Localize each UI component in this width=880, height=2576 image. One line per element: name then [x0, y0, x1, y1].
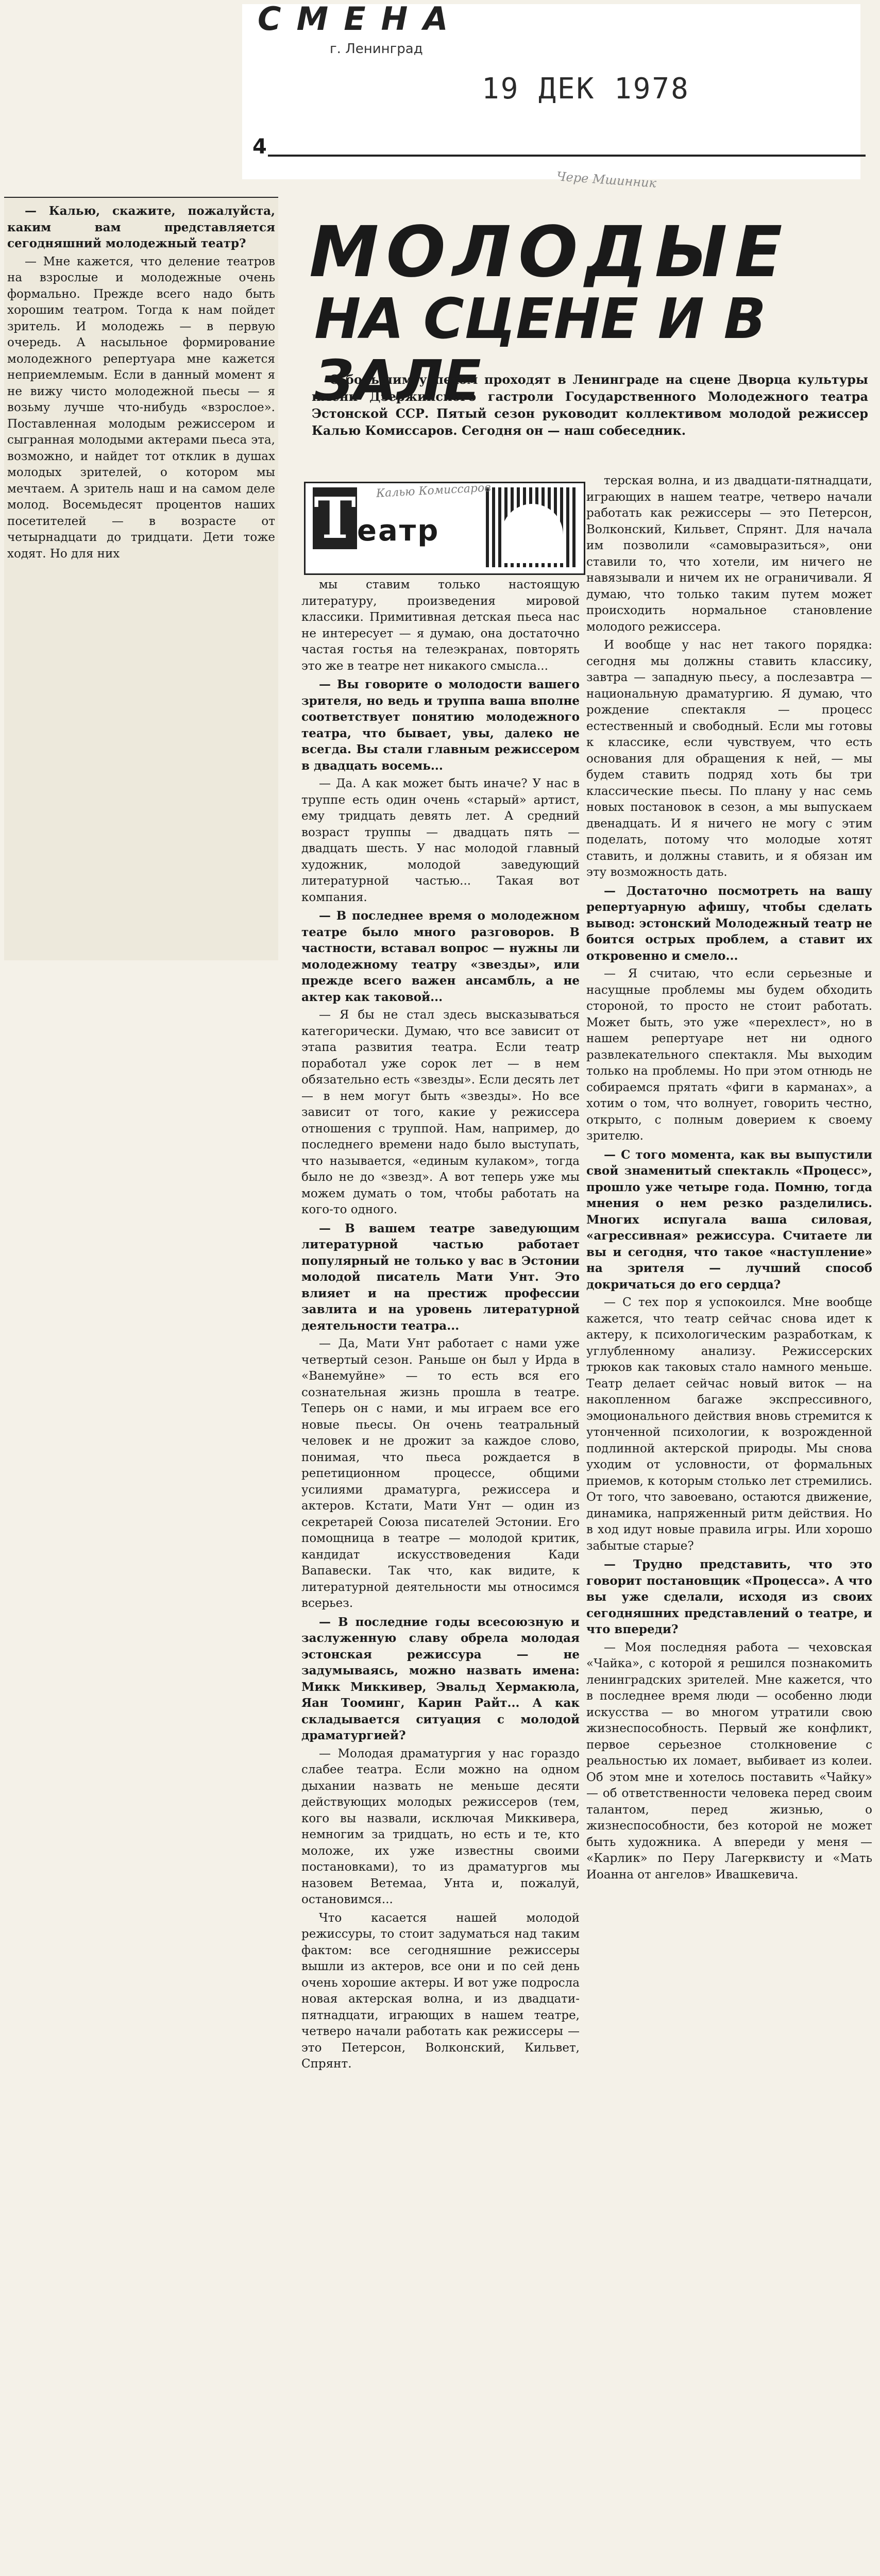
interview-paragraph: — Я бы не стал здесь высказываться категорически. Думаю, что все зависит от этапа развития театра. Если театр поработал уже сорок лет — в нем обязательно есть «звезды». Если десять лет — в нем могут быть «звезды». Но все зависит от того, какие у режиссера отношения с труппой. Нам, например, до последнего времени надо было выступать, что называется, «единым кулаком», тогда было не до «звезд». А вот теперь уже мы можем думать о том, чтобы работать на кого-то одного. — [301, 1008, 580, 1216]
interview-paragraph: — Да, Мати Унт работает с нами уже четвертый сезон. Раньше он был у Ирда в «Ванемуйне» — то есть вся его сознательная жизнь прошла в театре. Теперь он с нами, и мы играем все его новые пьесы. Он очень театральный человек и не дрожит за каждое слово, понимая, что пьеса рождается в репетиционном процессе, общими усилиями драматурга, режиссера и актеров. Кстати, Мати Унт — один из секретарей Союза писателей Эстонии. Его помощница в театре — молодой критик, кандидат искусствоведения Кади Вапавески. Так что, как видите, к литературной деятельности мы относимся всерьез. — [301, 1337, 580, 1610]
interview-paragraph: И вообще у нас нет такого порядка: сегодня мы должны ставить классику, завтра — западную пьесу, а послезавтра — национальную драматургию. Я думаю, что рождение спектакля — процесс естественный и свободный. Если мы готовы к классике, если чувствуем, что есть основания для обращения к ней, — мы будем ставить подряд хоть бы три классические пьесы. По плану у нас семь новых постановок в сезон, а мы выпускаем двенадцать. И я ничего не могу с этим поделать, потому что молодые хотят ставить, и должны ставить, и я обязан им эту возможность дать. — [586, 638, 872, 879]
interview-paragraph: — Моя последняя работа — чеховская «Чайка», с которой я решился познакомить ленинградских зрителей. Мне кажется, что в последнее время люди — особенно люди искусства — во многом утратили свою жизнеспособность. Первый же конфликт, первое серьезное столкновение с реальностью их ломает, выбивает из колеи. Об этом мне и хотелось поставить «Чайку» — об ответственности человека перед своим талантом, перед жизнью, о жизнеспособности, без которой не может быть художника. А впереди у меня — «Карлик» по Перу Лагерквисту и «Мать Иоанна от ангелов» Ивашкевича. — [586, 1640, 872, 1882]
newspaper-city: г. Ленинград — [330, 41, 423, 57]
newspaper-name: СМЕНА — [258, 0, 464, 38]
interview-paragraph: Что касается нашей молодой режиссуры, то стоит задуматься над таким фактом: все сегодняшние режиссеры вышли из актеров, все они и по сей день очень хорошие актеры. И вот уже подросла новая актерская волна, и из двадцати-пятнадцати, играющих в нашем театре, четверо начали работать как режиссеры — это Петерсон, Волконский, Кильвет, Спрянт. — [301, 1911, 580, 2071]
interview-question: — Вы говорите о молодости вашего зрителя, но ведь и труппа ваша вполне соответствует понятию молодежного театра, что бывает, увы, далеко не всегда. Вы стали главным режиссером в двадцать восемь... — [301, 677, 580, 773]
page-number: 4 — [252, 135, 267, 159]
headline-line-2: НА СЦЕНЕ И В ЗАЛЕ — [314, 287, 766, 413]
curtain-opening — [501, 504, 563, 563]
interview-question: — В вашем театре заведующим литературной частью работает популярный не только у вас в Эстонии молодой писатель Мати Унт. Это влияет и на престиж профессии завлита и на уровень литературной деятельности театра... — [301, 1221, 580, 1333]
interview-paragraph: — Мне кажется, что деление театров на взрослые и молодежные очень формально. Прежде всего надо быть хорошим театром. Тогда к нам пойдет зритель. И молодежь — в первую очередь. А насыльное формирование молодежного репертуара мне кажется неприемлемым. Если в данный момент я не вижу чисто молодежной пьесы — я возьму лучше что-нибудь «взрослое». Поставленная молодым режиссером и сыгранная молодыми актерами пьеса эта, возможно, и найдет тот отклик в душах молодых зрителей, о котором мы мечтаем. А зритель наш и на самом деле молод. Восемьдесят процентов наших посетителей — в возрасте от четырнадцати до тридцати. Дети тоже ходят. Но для них — [7, 255, 275, 561]
headline-line-1: МОЛОДЫЕ — [309, 212, 790, 293]
article-column-2 — [301, 577, 580, 2576]
interview-question: — В последние годы всесоюзную и заслуженную славу обрела молодая эстонская режиссура — не задумываясь, можно назвать имена: Микк Миккивер, Эвальд Хермакюла, Яан Тооминг, Карин Райт... А как складывается ситуация с молодой драматургией? — [301, 1615, 580, 1742]
interview-paragraph: — Да. А как может быть иначе? У нас в труппе есть один очень «старый» артист, ему тридцать девять лет. А средний возраст труппы — двадцать пять — двадцать шесть. У нас молодой главный художник, молодой заведующий литературной частью... Такая вот компания. — [301, 777, 580, 904]
article-column-1 — [4, 197, 278, 960]
pencil-annotation-rubric: Калью Комиссаров — [376, 481, 492, 500]
interview-paragraph: — Я считаю, что если серьезные и насущные проблемы мы будем обходить стороной, то просто не стоит работать. Может быть, это уже «перехлест», но в нашем репертуаре нет ни одного развлекательного спектакля. Мы выходим только на проблемы. Но при этом отнюдь не собираемся прятать «фиги в карманах», а хотим о том, что волнует, говорить честно, открыто, с полным доверием к своему зрителю. — [586, 967, 872, 1143]
interview-paragraph: мы ставим только настоящую литературу, произведения мировой классики. Примитивная детская пьеса нас не интересует — я думаю, она достаточно частая гостья на телеэкранах, повторять это же в театре нет никакого смысла... — [301, 578, 580, 673]
pencil-annotation: Чере Мшинник — [556, 169, 657, 191]
interview-paragraph: терская волна, и из двадцати-пятнадцати, играющих в нашем театре, четверо начали работать как режиссеры — это Петерсон, Волконский, Кильвет, Спрянт. Для начала им позволили «самовыразиться», они ставили то, что хотели, им ничего не навязывали и ничем их не ограничивали. Я думаю, что только таким путем может происходить нормальное становление молодого режиссера. — [586, 474, 872, 634]
interview-question: — Калью, скажите, пожалуйста, каким вам представляется сегодняшний молодежный театр? — [7, 204, 275, 250]
interview-paragraph: — С тех пор я успокоился. Мне вообще кажется, что театр сейчас снова идет к актеру, к психологическим разработкам, к углубленному анализу. Режиссерских трюков как таковых стало намного меньше. Театр делает сейчас новый виток — на накопленном багаже экспрессивного, эмоционального действия вновь стремится к утонченной психологии, к возрожденной подлинной актерской природы. Мы снова уходим от условности, от формальных приемов, к которым столько лет стремились. От того, что завоевано, остаются движение, динамика, напряженный ритм действия. Но в ход идут новые правила игры. Или хорошо забытые старые? — [586, 1296, 872, 1553]
rubric-initial: Т — [313, 487, 357, 549]
rubric-word: еатр — [357, 514, 440, 548]
interview-question: — В последнее время о молодежном театре было много разговоров. В частности, вставал вопрос — нужны ли молодежному театру «звезды», или прежде всего важен ансамбль, а не актер как таковой... — [301, 909, 580, 1004]
interview-question: — Достаточно посмотреть на вашу репертуарную афишу, чтобы сделать вывод: эстонский Молодежный театр не боится острых проблем, а ставит их откровенно и смело... — [586, 884, 872, 963]
article-column-3 — [586, 473, 872, 2576]
interview-question: — С того момента, как вы выпустили свой знаменитый спектакль «Процесс», прошло уже четыре года. Помню, тогда мнения о нем резко разделились. Многих испугала ваша силовая, «агрессивная» режиссура. Считаете ли вы и сегодня, что такое «наступление» на зрителя — лучший способ докричаться до его сердца? — [586, 1147, 872, 1292]
interview-paragraph: — Молодая драматургия у нас гораздо слабее театра. Если можно на одном дыхании назвать не меньше десяти действующих молодых режиссеров (тем, кого вы назвали, исключая Миккивера, немногим за тридцать, но есть и те, кто моложе, их уже известны своими постановками), то из драматургов мы назовем Ветемаа, Унта и, пожалуй, остановимся... — [301, 1747, 580, 1906]
top-rule — [268, 155, 866, 157]
article-lead: С большим успехом проходят в Ленинграде на сцене Дворца культуры имени Дзержинского гастроли Государственного Молодежного театра Эстонской ССР. Пятый сезон руководит коллективом молодой режиссер Калью Комиссаров. Сегодня он — наш собеседник. — [312, 372, 868, 438]
interview-question: — Трудно представить, что это говорит постановщик «Процесса». А что вы уже сделали, исходя из своих сегодняшних представлений о театре, и что впереди? — [586, 1557, 872, 1636]
date-stamp: 19 ДЕК 1978 — [482, 72, 690, 106]
